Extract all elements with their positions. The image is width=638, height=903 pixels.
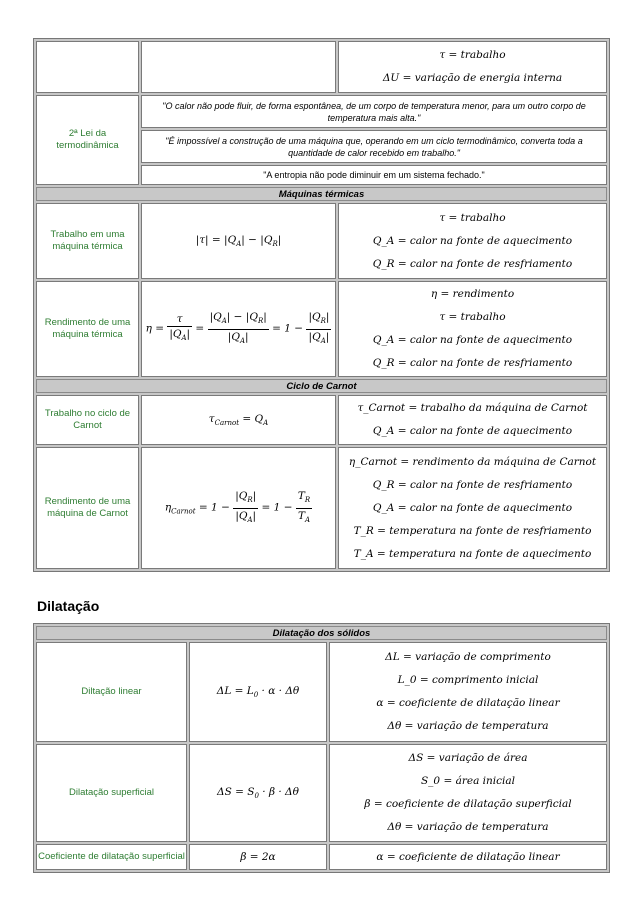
table-row: [36, 447, 607, 569]
thermo-table: [33, 38, 610, 572]
section-header: Dilatação dos sólidos: [36, 626, 607, 640]
row-label: 2ª Lei da termodinâmica: [36, 95, 139, 185]
definition: α = coeficiente de dilatação linear: [376, 697, 560, 709]
table-row: [36, 844, 607, 870]
row-label: Rendimento de uma máquina térmica: [36, 281, 139, 377]
empty-cell: [141, 41, 336, 93]
definitions-cell: [338, 395, 607, 445]
definition: S_0 = área inicial: [420, 775, 516, 787]
section-header-row: [36, 626, 607, 640]
definition: T_A = temperatura na fonte de aquecimento: [353, 547, 592, 560]
definition: η_Carnot = rendimento da máquina de Carnot: [348, 455, 597, 468]
definition: ΔS = variação de área: [408, 752, 528, 764]
section-header-row: [36, 187, 607, 201]
table-row: [36, 203, 607, 279]
formula: $\eta_{Carnot} = 1$ − $\frac{|Q_R|}{|Q_A|}$ = 1 − $\frac{T_R}{T_A}$: [141, 447, 336, 569]
section-header-row: [36, 379, 607, 393]
definition: Q_A = calor na fonte de aquecimento: [372, 234, 573, 247]
definitions-cell: [338, 203, 607, 279]
definition: Q_R = calor na fonte de resfriamento: [372, 257, 573, 270]
definition: Q_R = calor na fonte de resfriamento: [372, 478, 573, 491]
law-statement: "O calor não pode fluir, de forma espontânea, de um corpo de temperatura menor, para um outro corpo de temperatura mais alta.": [141, 95, 607, 128]
table-row: [36, 41, 607, 93]
definition: Δθ = variação de temperatura: [387, 720, 549, 732]
formula: $|\tau| = |Q_A| - |Q_R|$: [141, 203, 336, 279]
row-label: Trabalho em uma máquina térmica: [36, 203, 139, 279]
definition: L_0 = comprimento inicial: [397, 674, 539, 686]
table-row: [36, 395, 607, 445]
definition: Q_A = calor na fonte de aquecimento: [372, 425, 573, 437]
formula: η = $\frac{\tau}{|Q_A|}$ = $\frac{|Q_A| - |Q_R|}{|Q_A|}$ = 1 − $\frac{|Q_R|}{|Q_A|}$: [141, 281, 336, 377]
table-row: [36, 95, 607, 128]
definitions-cell: [338, 447, 607, 569]
section-header: Máquinas térmicas: [36, 187, 607, 201]
definitions-cell: [329, 844, 607, 870]
section-header: Ciclo de Carnot: [36, 379, 607, 393]
definition: τ = trabalho: [439, 311, 506, 323]
row-label: Diltação linear: [36, 642, 187, 742]
dilatacao-table: [33, 623, 610, 873]
definition: ΔL = variação de comprimento: [385, 651, 551, 663]
definition: τ_Carnot = trabalho da máquina de Carnot: [357, 402, 588, 414]
section-title: Dilatação: [37, 598, 100, 614]
table-row: [36, 744, 607, 842]
law-statement: "É impossível a construção de uma máquina que, operando em um ciclo termodinâmico, converta toda a quantidade de calor recebido em trabalho.": [141, 130, 607, 163]
table-row: [36, 281, 607, 377]
definition: τ = trabalho: [439, 49, 506, 61]
definition: T_R = temperatura na fonte de resfriamento: [353, 524, 592, 537]
definition: Q_A = calor na fonte de aquecimento: [372, 501, 573, 514]
definition: β = coeficiente de dilatação superficial: [364, 798, 572, 810]
definitions-cell: [329, 642, 607, 742]
definitions-cell: [338, 41, 607, 93]
definitions-cell: [329, 744, 607, 842]
row-label: Coeficiente de dilatação superficial: [36, 844, 187, 870]
empty-cell: [36, 41, 139, 93]
formula: $\Delta L = L_0 \cdot \alpha \cdot \Delta\theta$: [189, 642, 327, 742]
row-label: Dilatação superficial: [36, 744, 187, 842]
definition: Q_A = calor na fonte de aquecimento: [372, 334, 573, 346]
definition: Q_R = calor na fonte de resfriamento: [372, 357, 573, 369]
definition: ΔU = variação de energia interna: [382, 72, 563, 84]
definition: η = rendimento: [430, 288, 515, 300]
row-label: Trabalho no ciclo de Carnot: [36, 395, 139, 445]
definition: α = coeficiente de dilatação linear: [376, 850, 560, 863]
definition: Δθ = variação de temperatura: [387, 821, 549, 833]
law-statement: "A entropia não pode diminuir em um sistema fechado.": [141, 165, 607, 185]
table-row: [36, 642, 607, 742]
formula: $\tau_{Carnot} = Q_A$: [141, 395, 336, 445]
formula: β = 2α: [189, 844, 327, 870]
formula: $\Delta S = S_0 \cdot \beta \cdot \Delta\theta$: [189, 744, 327, 842]
row-label: Rendimento de uma máquina de Carnot: [36, 447, 139, 569]
definitions-cell: [338, 281, 607, 377]
definition: τ = trabalho: [439, 211, 506, 224]
